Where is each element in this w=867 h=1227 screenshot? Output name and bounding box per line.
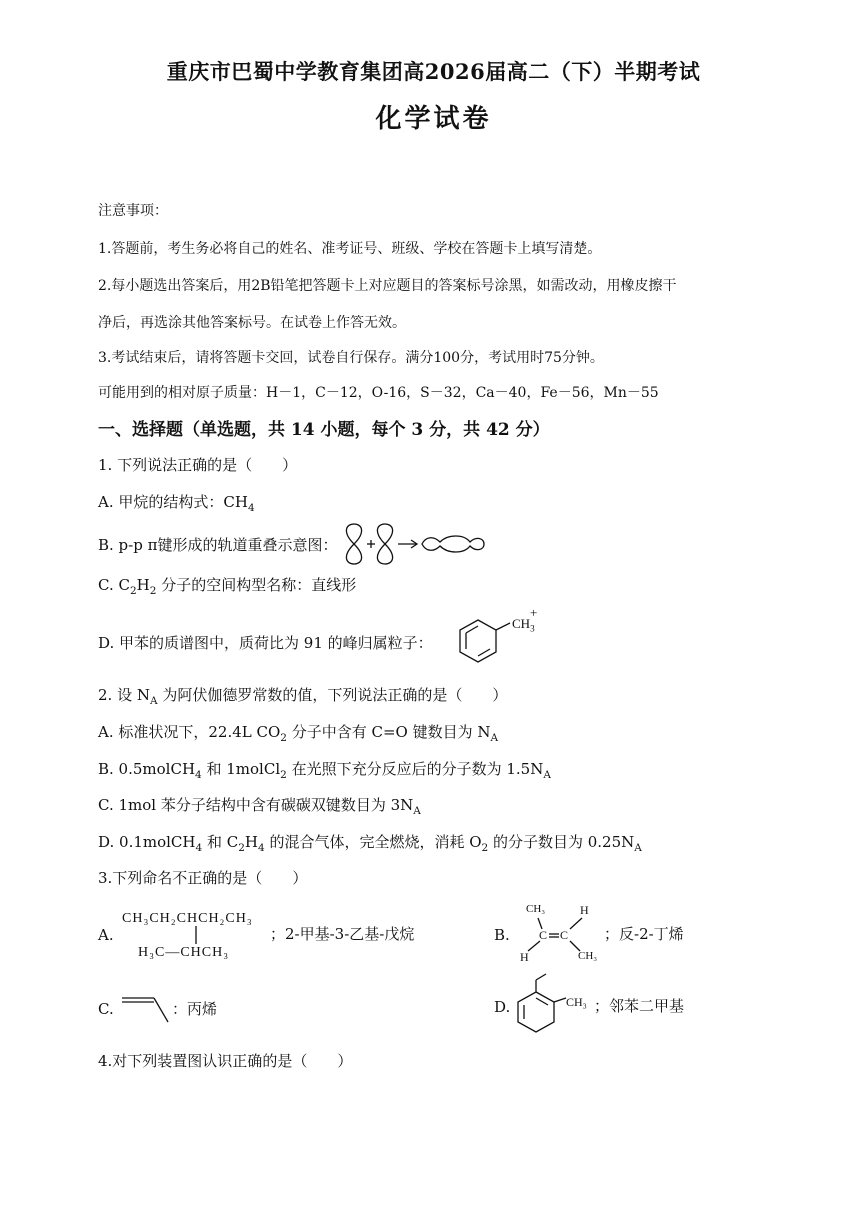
q3-a-branch-bond: [194, 926, 198, 946]
note-item-2-line2: 净后，再选涂其他答案标号。在试卷上作答无效。: [98, 315, 406, 331]
q1-option-d: D. 甲苯的质谱图中，质荷比为 91 的峰归属粒子：: [98, 634, 433, 652]
q3-option-b-name: ；反-2-丁烯: [604, 925, 684, 943]
q1-option-a: A. 甲烷的结构式：$CH_4$: [98, 493, 255, 514]
q3-d-ch3: CH₃: [566, 995, 587, 1009]
q2-option-c: C. 1mol 苯分子结构中含有碳碳双键数目为 $3N_A$: [98, 796, 421, 817]
q2-option-d: D. 0.1molCH$_4$ 和 $C_2H_4$ 的混合气体，完全燃烧，消耗 $O_2$ 的分子数目为 $0.25N_A$: [98, 833, 642, 854]
q3-stem: 3.下列命名不正确的是（ ）: [98, 869, 308, 887]
q3-a-main-chain: CH₃CH₂CHCH₂CH₃: [122, 911, 253, 926]
q3-option-b-label: B.: [494, 926, 510, 944]
atomic-masses: 可能用到的相对原子质量：H－1，C－12，O-16，S－32，Ca－40，Fe－56，Mn－55: [98, 385, 659, 401]
q1-option-c: C. $C_2H_2$ 分子的空间构型名称：直线形: [98, 576, 357, 597]
paper-subject-title: 化学试卷: [375, 104, 492, 134]
note-item-3: 3.考试结束后，请将答题卡交回，试卷自行保存。满分100分，考试用时75分钟。: [98, 350, 604, 366]
note-item-1: 1.答题前，考生务必将自己的姓名、准考证号、班级、学校在答题卡上填写清楚。: [98, 241, 602, 257]
q3-option-d-label: D.: [494, 998, 511, 1016]
note-item-2-line1: 2.每小题选出答案后，用2B铅笔把答题卡上对应题目的答案标号涂黑，如需改动，用橡皮擦干: [98, 278, 677, 294]
q4-stem: 4.对下列装置图认识正确的是（ ）: [98, 1052, 353, 1070]
q3-b-carbon-right: C: [560, 928, 569, 942]
q1-stem: 1. 下列说法正确的是（ ）: [98, 456, 298, 474]
q3-b-ch3-bottom: CH₃: [578, 950, 598, 962]
q3-b-bonds: [520, 912, 600, 957]
toluene-ch3-label: $CH_3$: [512, 616, 535, 634]
q2-stem: 2. 设 $N_A$ 为阿伏伽德罗常数的值，下列说法正确的是（ ）: [98, 686, 508, 707]
section-title: 一、选择题（单选题，共 14 小题，每个 3 分，共 42 分）: [98, 420, 550, 440]
q3-a-branch: H₃C—CHCH₃: [138, 945, 230, 960]
q3-option-d-name: ；邻苯二甲基: [594, 997, 685, 1015]
q3-d-xylene-structure: [514, 976, 574, 1036]
notes-heading: 注意事项：: [98, 203, 168, 219]
q3-option-a-label: A.: [98, 926, 114, 944]
q3-c-propene-skeletal: [118, 994, 174, 1026]
q3-b-carbon-left: C: [539, 928, 548, 942]
p-orbital-overlap-diagram: [340, 522, 485, 566]
q1-option-b: B. p-p π键形成的轨道重叠示意图：: [98, 536, 338, 554]
q3-option-c-name: ：丙烯: [172, 1000, 218, 1018]
q3-b-ch3-top: CH₃: [526, 903, 546, 915]
q2-option-a: A. 标准状况下，22.4L $CO_2$ 分子中含有 C=O 键数目为 $N_A$: [98, 723, 499, 744]
q3-option-a-name: ；2-甲基-3-乙基-戊烷: [270, 925, 415, 943]
cation-charge: +: [530, 605, 538, 620]
q2-option-b: B. 0.5molCH$_4$ 和 1molCl$_2$ 在光照下充分反应后的分子数为 $1.5N_A$: [98, 760, 551, 781]
q3-b-h-top: H: [580, 903, 589, 917]
q3-b-h-bottom: H: [520, 950, 529, 964]
q3-option-c-label: C.: [98, 1000, 114, 1018]
exam-title: 重庆市巴蜀中学教育集团高2026届高二（下）半期考试: [166, 59, 701, 84]
